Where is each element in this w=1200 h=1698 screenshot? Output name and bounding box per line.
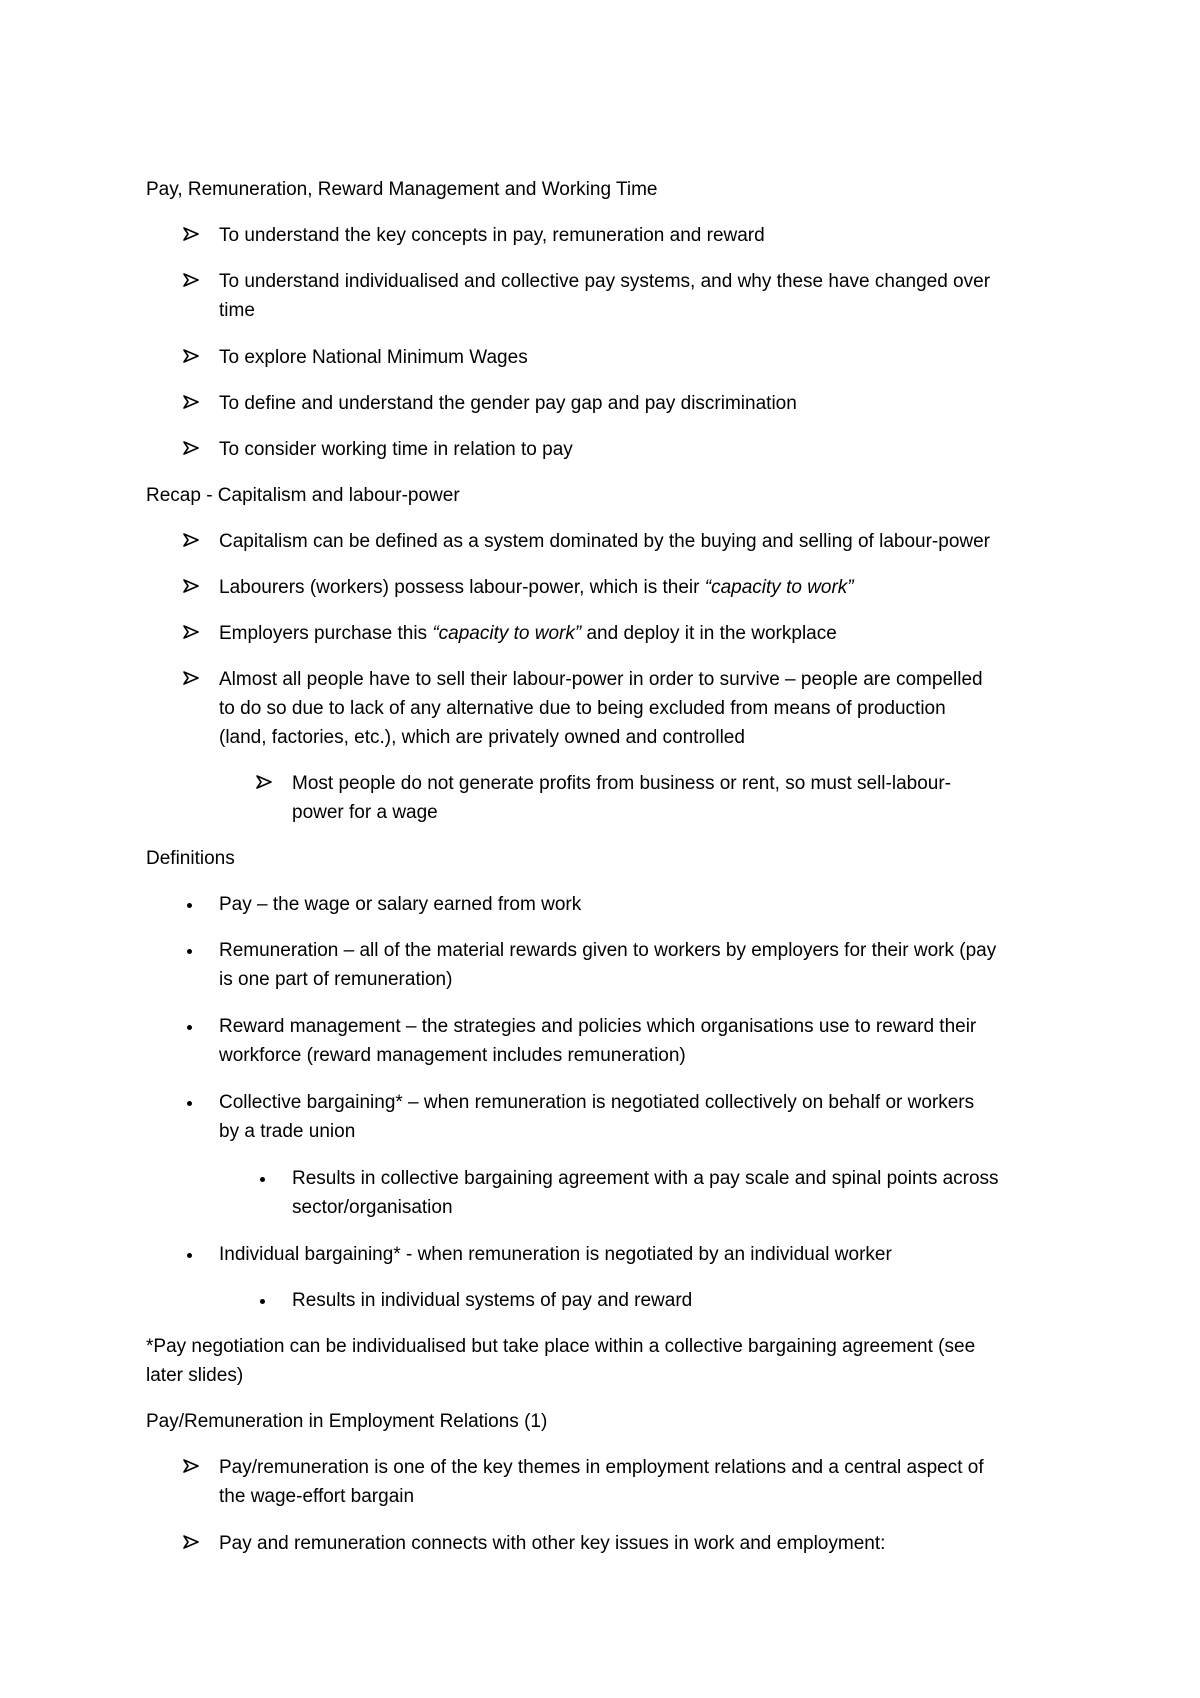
list-item: Reward management – the strategies and policies which organisations use to reward their xyxy=(219,1016,977,1037)
arrow-bullet-icon xyxy=(183,272,199,288)
arrow-bullet-icon xyxy=(183,578,199,594)
list-item-text: and deploy it in the workplace xyxy=(581,623,837,644)
list-item-text: Employers purchase this xyxy=(219,623,433,644)
arrow-bullet-icon xyxy=(183,670,199,686)
list-item: Pay – the wage or salary earned from work xyxy=(219,894,582,915)
bullet-dot-icon xyxy=(187,903,192,908)
bullet-dot-icon xyxy=(187,949,192,954)
list-item-continuation: time xyxy=(219,300,255,321)
arrow-bullet-icon xyxy=(183,226,199,242)
bullet-dot-icon xyxy=(187,1101,192,1106)
list-item xyxy=(219,573,854,602)
arrow-bullet-icon xyxy=(183,348,199,364)
list-item: Individual bargaining* - when remuneration is negotiated by an individual worker xyxy=(219,1244,892,1265)
list-item: Pay and remuneration connects with other key issues in work and employment: xyxy=(219,1533,886,1554)
bullet-dot-icon xyxy=(260,1177,265,1182)
list-item-continuation: the wage-effort bargain xyxy=(219,1486,415,1507)
list-item: Pay/remuneration is one of the key themes in employment relations and a central aspect of xyxy=(219,1457,984,1478)
list-item: Almost all people have to sell their labour-power in order to survive – people are compelled xyxy=(219,669,983,690)
arrow-bullet-icon xyxy=(183,624,199,640)
section-heading: Definitions xyxy=(146,848,235,869)
list-item-continuation: to do so due to lack of any alternative due to being excluded from means of production xyxy=(219,698,946,719)
list-item: Capitalism can be defined as a system dominated by the buying and selling of labour-power xyxy=(219,531,991,552)
bullet-dot-icon xyxy=(260,1299,265,1304)
list-item: To consider working time in relation to pay xyxy=(219,439,573,460)
italic-quote: “capacity to work” xyxy=(432,623,582,644)
sub-list-item: Most people do not generate profits from business or rent, so must sell-labour- xyxy=(292,773,951,794)
list-item: Remuneration – all of the material rewards given to workers by employers for their work (pay xyxy=(219,940,997,961)
list-item: To understand individualised and collective pay systems, and why these have changed over xyxy=(219,271,991,292)
arrow-bullet-icon xyxy=(183,440,199,456)
sub-list-item-continuation: sector/organisation xyxy=(292,1197,453,1218)
footnote: *Pay negotiation can be individualised but take place within a collective bargaining agreement (see xyxy=(146,1336,976,1357)
arrow-bullet-icon xyxy=(183,1534,199,1550)
sub-list-item: Results in individual systems of pay and reward xyxy=(292,1290,693,1311)
list-item: To understand the key concepts in pay, remuneration and reward xyxy=(219,225,765,246)
list-item-continuation: workforce (reward management includes remuneration) xyxy=(219,1045,686,1066)
sub-list-item-continuation: power for a wage xyxy=(292,802,438,823)
list-item xyxy=(219,619,837,648)
bullet-dot-icon xyxy=(187,1025,192,1030)
list-item-continuation: is one part of remuneration) xyxy=(219,969,453,990)
section-heading: Pay/Remuneration in Employment Relations (1) xyxy=(146,1411,548,1432)
list-item: Collective bargaining* – when remuneration is negotiated collectively on behalf or workers xyxy=(219,1092,975,1113)
list-item: To define and understand the gender pay gap and pay discrimination xyxy=(219,393,797,414)
list-item-continuation: by a trade union xyxy=(219,1121,356,1142)
section-heading: Pay, Remuneration, Reward Management and Working Time xyxy=(146,179,658,200)
section-heading: Recap - Capitalism and labour-power xyxy=(146,485,460,506)
sub-list-item: Results in collective bargaining agreement with a pay scale and spinal points across xyxy=(292,1168,999,1189)
arrow-bullet-icon xyxy=(256,774,272,790)
italic-quote: “capacity to work” xyxy=(704,577,854,598)
list-item: To explore National Minimum Wages xyxy=(219,347,528,368)
arrow-bullet-icon xyxy=(183,532,199,548)
footnote-continuation: later slides) xyxy=(146,1365,244,1386)
list-item-continuation: (land, factories, etc.), which are privately owned and controlled xyxy=(219,727,745,748)
list-item-text: Labourers (workers) possess labour-power, which is their xyxy=(219,577,705,598)
arrow-bullet-icon xyxy=(183,394,199,410)
arrow-bullet-icon xyxy=(183,1458,199,1474)
bullet-dot-icon xyxy=(187,1253,192,1258)
